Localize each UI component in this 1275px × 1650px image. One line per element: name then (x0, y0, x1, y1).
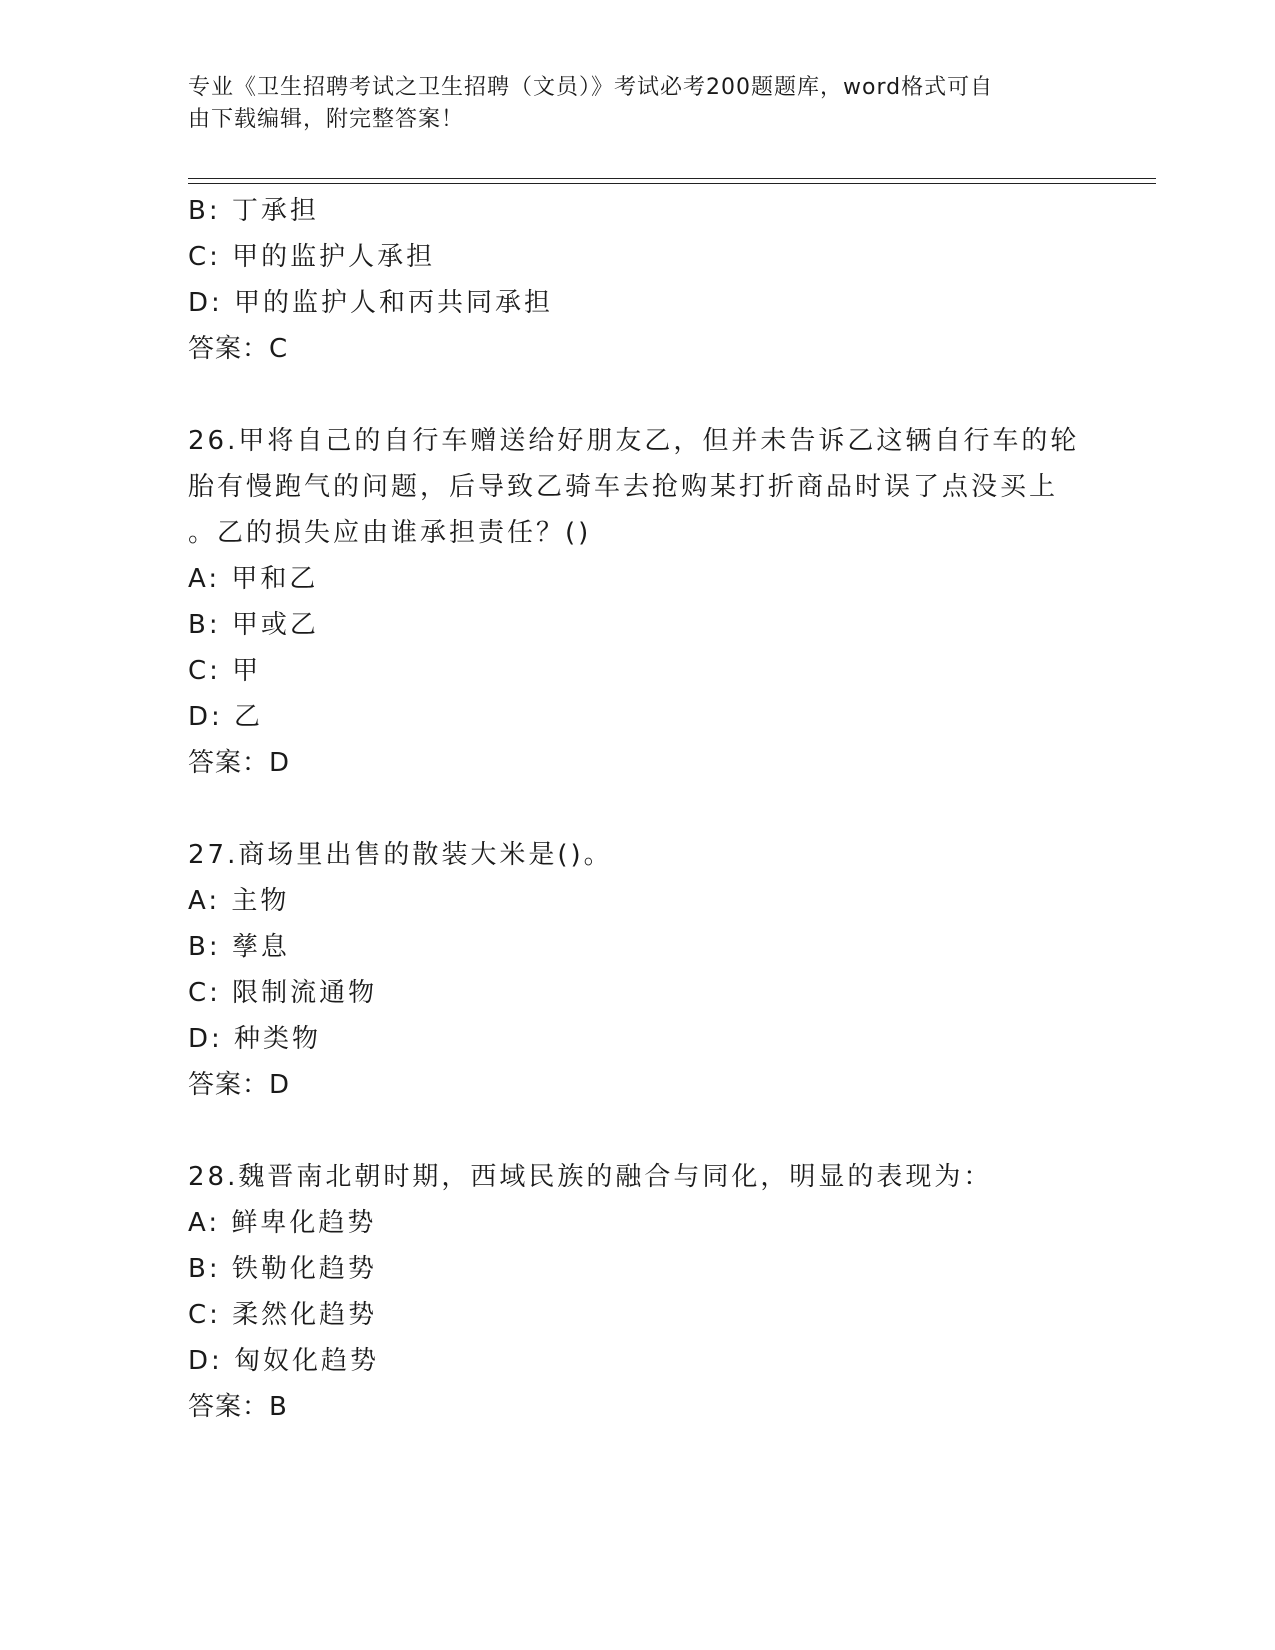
question-text-line: 28.魏晋南北朝时期，西域民族的融合与同化，明显的表现为： (188, 1162, 993, 1192)
option-c: C: 限制流通物 (188, 978, 378, 1008)
option-d: D: 种类物 (188, 1024, 322, 1054)
question-text-line: 胎有慢跑气的问题，后导致乙骑车去抢购某打折商品时误了点没买上 (188, 472, 1059, 502)
option-d: D: 乙 (188, 702, 264, 732)
option-b: B: 孳息 (188, 932, 290, 962)
question-28 (188, 1154, 1088, 1430)
option-c: C: 甲 (188, 656, 262, 686)
option-a: A: 鲜卑化趋势 (188, 1208, 377, 1238)
header-rule-top (188, 178, 1156, 179)
answer: 答案：C (188, 334, 289, 364)
answer: 答案：B (188, 1392, 288, 1422)
answer: 答案：D (188, 748, 291, 778)
option-c: C: 甲的监护人承担 (188, 242, 436, 272)
header-rule-bottom (188, 183, 1156, 184)
document-header (188, 72, 1068, 136)
question-27 (188, 832, 1088, 1108)
option-d: D: 匈奴化趋势 (188, 1346, 380, 1376)
option-d: D: 甲的监护人和丙共同承担 (188, 288, 554, 318)
option-b: B: 铁勒化趋势 (188, 1254, 377, 1284)
spacer (188, 786, 1088, 832)
spacer (188, 1108, 1088, 1154)
document-body (188, 188, 1088, 1430)
header-line-1: 专业《卫生招聘考试之卫生招聘（文员）》考试必考200题题库，word格式可自 (188, 75, 994, 100)
option-b: B: 甲或乙 (188, 610, 319, 640)
question-text-line: 27.商场里出售的散装大米是()。 (188, 840, 613, 870)
option-a: A: 甲和乙 (188, 564, 319, 594)
spacer (188, 372, 1088, 418)
answer: 答案：D (188, 1070, 291, 1100)
question-26 (188, 418, 1088, 786)
option-a: A: 主物 (188, 886, 290, 916)
question-text-line: 26.甲将自己的自行车赠送给好朋友乙，但并未告诉乙这辆自行车的轮 (188, 426, 1080, 456)
header-line-2: 由下载编辑，附完整答案！ (188, 107, 465, 132)
question-25-tail (188, 188, 1088, 372)
question-text-line: 。乙的损失应由谁承担责任？() (188, 518, 592, 548)
option-c: C: 柔然化趋势 (188, 1300, 378, 1330)
option-b: B: 丁承担 (188, 196, 319, 226)
